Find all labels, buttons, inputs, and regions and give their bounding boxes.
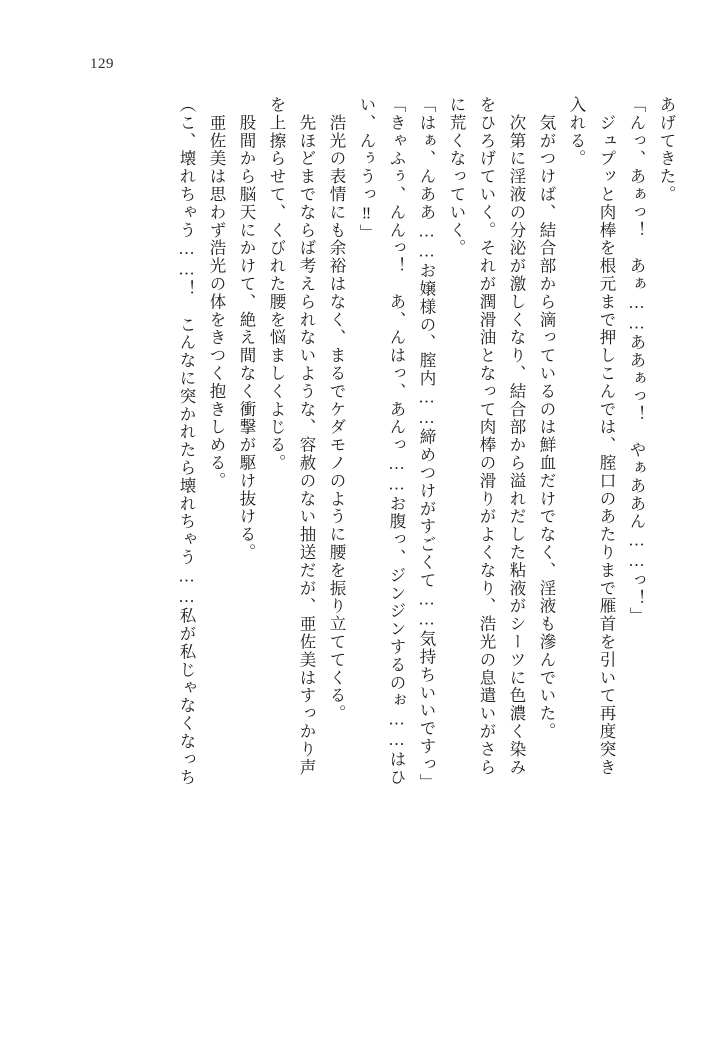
text-line: 入れる。 <box>567 96 586 168</box>
text-line: 股間から脳天にかけて、絶え間なく衝撃が駆け抜ける。 <box>237 96 256 562</box>
text-line: あげてきた。 <box>657 96 676 204</box>
text-line: 「はぁ、んああ……お嬢様の、腟内……締めつけがすごくて……気持ちいいですっ」 <box>417 96 436 792</box>
text-line: い、んぅうっ‼」 <box>357 96 376 242</box>
text-line: をひろげていく。それが潤滑油となって肉棒の滑りがよくなり、浩光の息遣いがさら <box>477 96 496 777</box>
text-line: 気がつけば、結合部から滴っているのは鮮血だけでなく、淫液も滲んでいた。 <box>537 96 556 741</box>
text-line: 「んっ、あぁっ！ あぁ……ああぁっ！ やぁああん……っ！」 <box>627 96 646 626</box>
text-line: 「きゃふぅ、んんっ！ あ、んはっ、あんっ……お腹っ、ジンジンするのぉ……はひ <box>387 96 406 787</box>
text-line: ジュプッと肉棒を根元まで押しこんでは、腟口のあたりまで雁首を引いて再度突き <box>597 96 616 777</box>
text-line: （こ、壊れちゃう……！ こんなに突かれたら壊れちゃう……私が私じゃなくなっち <box>177 96 196 787</box>
page-number: 129 <box>90 56 114 72</box>
vertical-text-block <box>44 96 674 996</box>
text-line: 亜佐美は思わず浩光の体をきつく抱きしめる。 <box>207 96 226 490</box>
text-line: を上擦らせて、くびれた腰を悩ましくよじる。 <box>267 96 286 472</box>
text-line: 先ほどまでならば考えられないような、容赦のない抽送だが、亜佐美はすっかり声 <box>297 96 316 777</box>
text-line: に荒くなっていく。 <box>447 96 466 258</box>
text-line: 浩光の表情にも余裕はなく、まるでケダモノのように腰を振り立ててくる。 <box>327 96 346 723</box>
text-line: 次第に淫液の分泌が激しくなり、結合部から溢れだした粘液がシーツに色濃く染み <box>507 96 526 777</box>
